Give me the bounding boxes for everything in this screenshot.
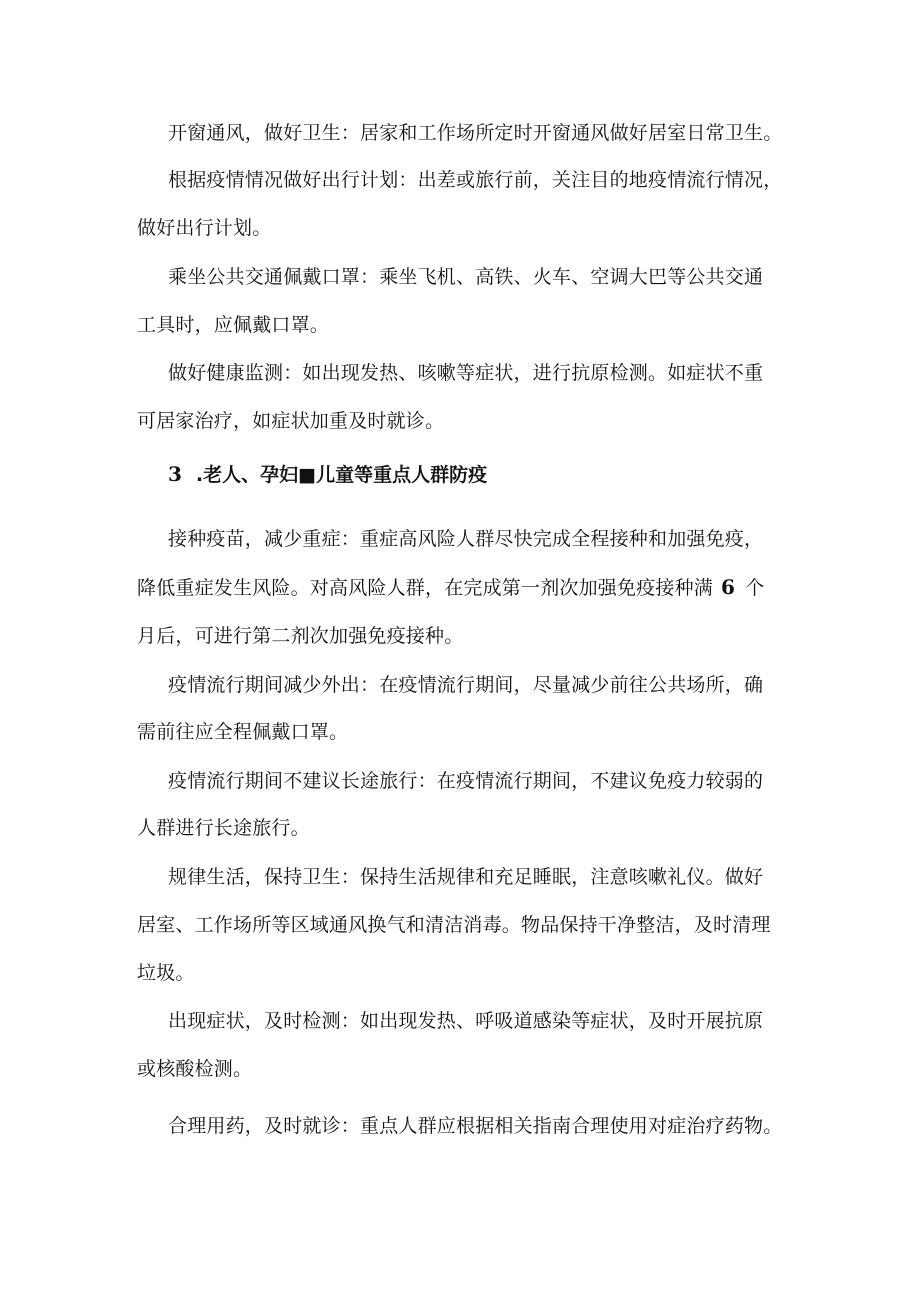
paragraph-vaccination-line-2-text-a: 降低重症发生风险。对高风险人群，在完成第一剂次加强免疫接种满: [137, 577, 714, 599]
vaccination-months-number: 6: [721, 575, 736, 599]
paragraph-no-long-travel-line-2: 人群进行长途旅行。: [137, 817, 310, 839]
paragraph-vaccination-line-3: 月后，可进行第二剂次加强免疫接种。: [137, 625, 464, 647]
paragraph-vaccination-line-1: 接种疫苗，减少重症：重症高风险人群尽快完成全程接种和加强免疫，: [168, 528, 764, 550]
paragraph-vaccination-line-2-text-b: 个: [745, 577, 765, 599]
paragraph-travel-plan-line-1: 根据疫情情况做好出行计划：出差或旅行前，关注目的地疫情流行情况，: [168, 169, 783, 191]
paragraph-regular-life-line-2: 居室、工作场所等区域通风换气和清洁消毒。物品保持干净整洁，及时清理: [137, 914, 771, 936]
paragraph-symptom-testing-line-1: 出现症状，及时检测：如出现发热、呼吸道感染等症状，及时开展抗原: [168, 1010, 764, 1032]
paragraph-symptom-testing-line-2: 或核酸检测。: [137, 1058, 253, 1080]
paragraph-ventilation-line-1: 开窗通风，做好卫生：居家和工作场所定时开窗通风做好居室日常卫生。: [168, 122, 783, 144]
paragraph-health-monitor-line-2: 可居家治疗，如症状加重及时就诊。: [137, 410, 445, 432]
paragraph-mask-transit-line-2: 工具时，应佩戴口罩。: [137, 314, 330, 336]
paragraph-mask-transit-line-1: 乘坐公共交通佩戴口罩：乘坐飞机、高铁、火车、空调大巴等公共交通: [168, 266, 764, 288]
paragraph-health-monitor-line-1: 做好健康监测：如出现发热、咳嗽等症状，进行抗原检测。如症状不重: [168, 362, 764, 384]
paragraph-medication-line-1: 合理用药，及时就诊：重点人群应根据相关指南合理使用对症治疗药物。: [168, 1115, 783, 1137]
paragraph-no-long-travel-line-1: 疫情流行期间不建议长途旅行：在疫情流行期间，不建议免疫力较弱的: [168, 770, 764, 792]
paragraph-regular-life-line-1: 规律生活，保持卫生：保持生活规律和充足睡眠，注意咳嗽礼仪。做好: [168, 866, 764, 888]
section-heading-number: 3: [168, 462, 182, 486]
section-heading-text: .老人、孕妇■儿童等重点人群防疫: [195, 464, 488, 486]
section-heading: [168, 462, 487, 487]
paragraph-regular-life-line-3: 垃圾。: [137, 962, 195, 984]
paragraph-travel-plan-line-2: 做好出行计划。: [137, 217, 272, 239]
paragraph-vaccination-line-2: [137, 575, 764, 600]
paragraph-reduce-outings-line-2: 需前往应全程佩戴口罩。: [137, 721, 349, 743]
paragraph-reduce-outings-line-1: 疫情流行期间减少外出：在疫情流行期间，尽量减少前往公共场所，确: [168, 674, 764, 696]
